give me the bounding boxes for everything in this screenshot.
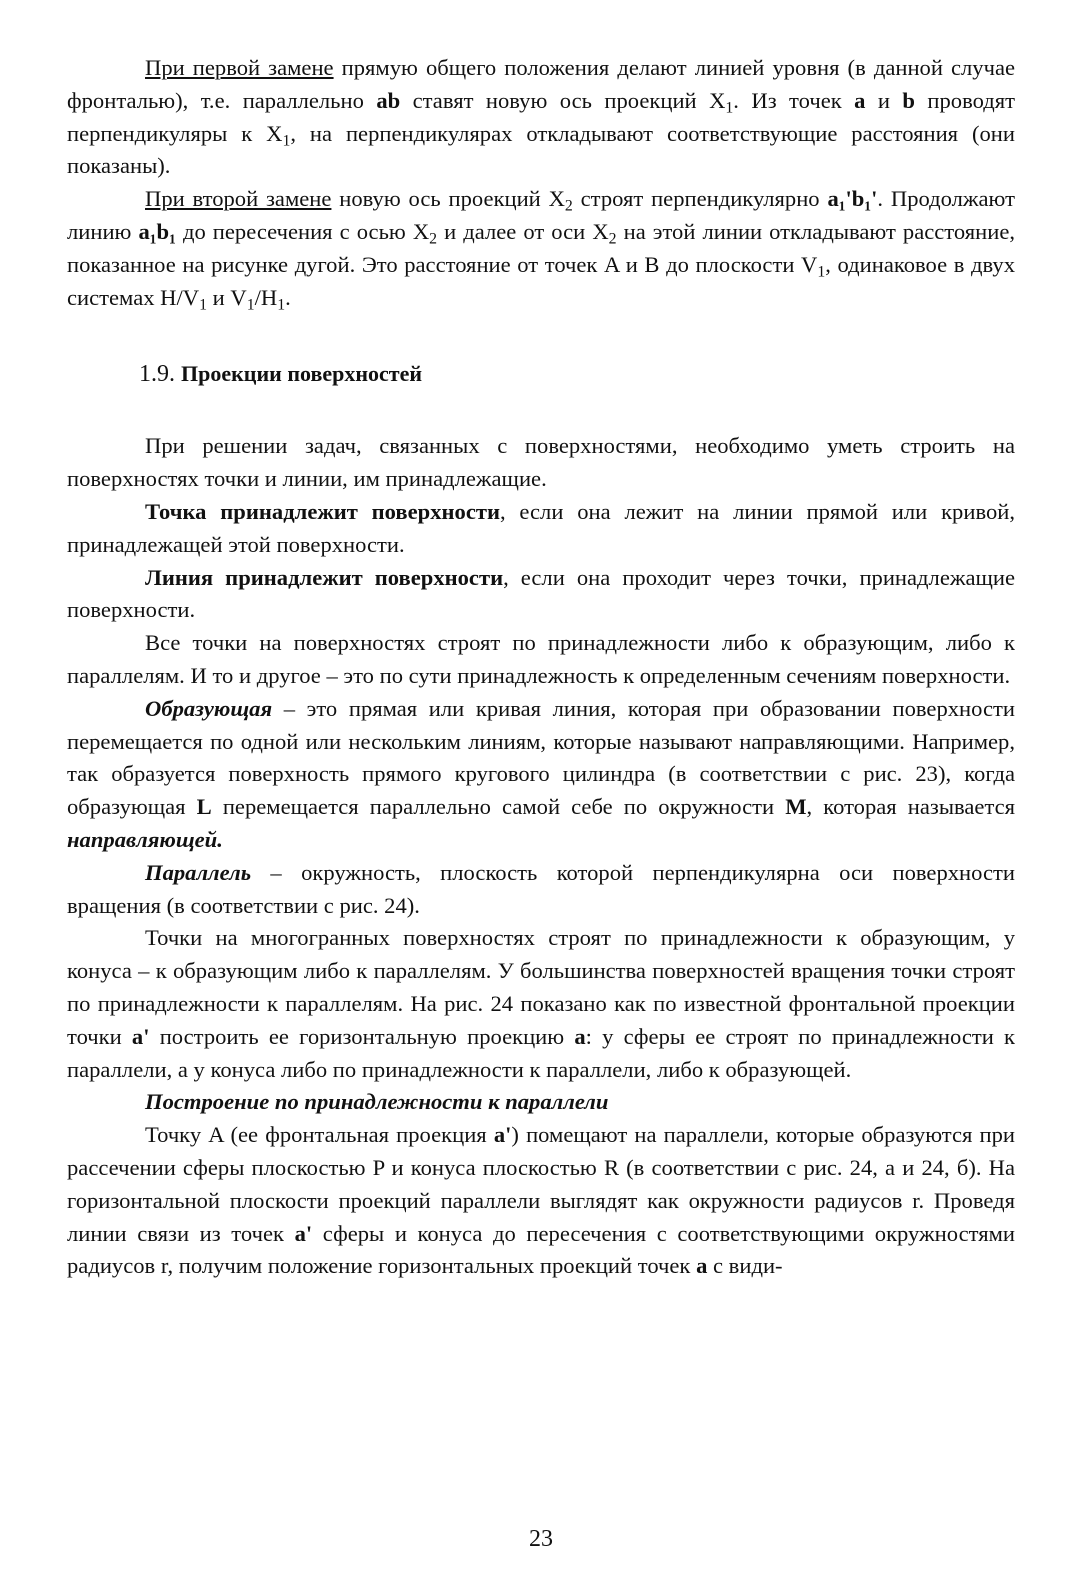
section-heading (67, 358, 1015, 390)
paragraph-all-points: Все точки на поверхностях строят по принадлежности либо к образующим, либо к параллелям. И то и другое – это по сути принадлежность к определенным сечениям поверхности. (67, 630, 1015, 688)
section-title: Проекции поверхностей (181, 361, 423, 387)
paragraph-parallel: Параллель – окружность, плоскость которой перпендикулярна оси поверхности вращения (в соответствии с рис. 24). (67, 859, 1015, 918)
page-number: 23 (529, 1526, 553, 1552)
paragraph-point-a: Точку A (ее фронтальная проекция a') помещают на параллели, которые образуются при рассечении сферы плоскостью P и конуса плоскостью R (в соответствии с рис. 24, а и 24, б). На горизонтальной плоскости проекций параллели выглядят как окружности радиусов r. Проведя линии связи из точек a' сферы и конуса до пересечения с соответствующими окружностями радиусов r, получим положение горизонтальных проекций точек a с види- (67, 1122, 1015, 1279)
subheading-construction: Построение по принадлежности к параллели (145, 1089, 609, 1115)
bold-ab: ab (376, 87, 401, 113)
paragraph-line-belongs: Линия принадлежит поверхности, если она проходит через точки, принадлежащие поверхности. (67, 564, 1015, 623)
paragraph-second-replacement: При второй замене новую ось проекций $X_2$ строят перпендикулярно a₁'b₁'. Продолжают линию a₁b₁ до пересечения с осью $X_2$ и далее от оси $X_2$ на этой линии откладывают расстояние, показанное на рисунке дугой. Это расстояние от точек A и B до плоскости $V_1$, одинаковое в двух системах $H/V_1$ и $V_1/H_1$. (67, 186, 1015, 314)
paragraph-intro: При решении задач, связанных с поверхностями, необходимо уметь строить на поверхностях точки и линии, им принадлежащие. (67, 433, 1015, 492)
section-number: 1.9. (139, 361, 175, 388)
paragraph-point-belongs: Точка принадлежит поверхности, если она лежит на линии прямой или кривой, принадлежащей этой поверхности. (67, 498, 1015, 557)
paragraph-generatrix: Образующая – это прямая или кривая линия, которая при образовании поверхности перемещается по одной или нескольким линиям, которые называют направляющими. Например, так образуется поверхность прямого кругового цилиндра (в соответствии с рис. 23), когда образующая L перемещается параллельно самой себе по окружности M, которая называется направляющей. (67, 695, 1016, 852)
paragraph-first-replacement: При первой замене прямую общего положения делают линией уровня (в данной случае фронталью), т.е. параллельно ab ставят новую ось проекций $X_1$. Из точек a и b проводят перпендикуляры к $X_1$, на перпендикулярах откладывают соответствующие расстояния (они показаны). (67, 55, 1016, 179)
underlined-lead: При второй замене (145, 186, 332, 212)
paragraph-polyhedral: Точки на многогранных поверхностях строят по принадлежности к образующим, у конуса – к образующим либо к параллелям. У большинства поверхностей вращения точки строят по принадлежности к параллелям. На рис. 24 показано как по известной фронтальной проекции точки a' построить ее горизонтальную проекцию a: у сферы ее строят по принадлежности к параллели, а у конуса либо по принадлежности к параллели, либо к образующей. (67, 925, 1015, 1082)
page-body (67, 52, 1015, 1283)
underlined-lead: При первой замене (145, 55, 334, 80)
